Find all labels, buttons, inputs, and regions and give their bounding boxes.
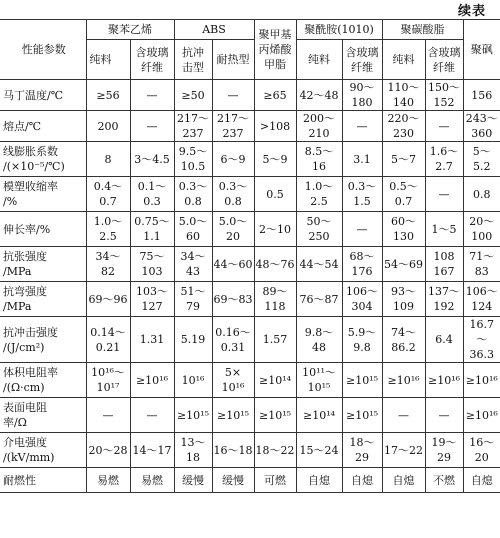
- row-label: 线膨胀系数 /(×10⁻⁵/℃): [0, 142, 86, 177]
- table-cell: —: [130, 111, 174, 142]
- table-cell: 9.8～ 48: [296, 317, 342, 363]
- table-cell: —: [212, 80, 254, 111]
- table-cell: 1.57: [254, 317, 296, 363]
- table-cell: —: [86, 398, 130, 433]
- table-cell: 19～29: [425, 433, 463, 468]
- table-cell: ≥10¹⁶: [463, 363, 500, 398]
- table-cell: 243～ 360: [463, 111, 500, 142]
- table-cell: ≥10¹⁶: [130, 363, 174, 398]
- table-cell: —: [382, 398, 425, 433]
- table-cell: 76～87: [296, 282, 342, 317]
- header-polysulfone: 聚砜: [463, 20, 500, 80]
- table-row: [0, 177, 500, 212]
- row-label: 伸长率/%: [0, 212, 86, 247]
- table-cell: 自熄: [463, 468, 500, 493]
- table-cell: 0.3～ 0.8: [174, 177, 212, 212]
- table-cell: ≥50: [174, 80, 212, 111]
- table-cell: 106～ 124: [463, 282, 500, 317]
- table-cell: ≥10¹⁶: [382, 363, 425, 398]
- row-label: 马丁温度/℃: [0, 80, 86, 111]
- table-cell: 0.3～ 1.5: [342, 177, 382, 212]
- table-cell: 16.7～ 36.3: [463, 317, 500, 363]
- table-cell: —: [342, 111, 382, 142]
- table-cell: 易燃: [130, 468, 174, 493]
- table-cell: 5.0～ 20: [212, 212, 254, 247]
- table-cell: ≥10¹⁵: [254, 398, 296, 433]
- table-cell: 0.4～ 0.7: [86, 177, 130, 212]
- header-sub: 含玻璃 纤维: [425, 40, 463, 80]
- table-row: [0, 282, 500, 317]
- table-cell: 缓慢: [174, 468, 212, 493]
- table-cell: 9.5～ 10.5: [174, 142, 212, 177]
- table-cell: 69～96: [86, 282, 130, 317]
- table-cell: 5～9: [254, 142, 296, 177]
- table-cell: ≥10¹⁴: [254, 363, 296, 398]
- table-cell: 71～83: [463, 247, 500, 282]
- table-cell: 44～54: [296, 247, 342, 282]
- table-cell: 34～ 82: [86, 247, 130, 282]
- table-cell: 1.0～ 2.5: [296, 177, 342, 212]
- row-label: 模塑收缩率 /%: [0, 177, 86, 212]
- header-sub: 纯料: [296, 40, 342, 80]
- table-cell: 75～ 103: [130, 247, 174, 282]
- row-label: 体积电阻率 /(Ω·cm): [0, 363, 86, 398]
- table-cell: 10¹⁶～ 10¹⁷: [86, 363, 130, 398]
- header-pmma: 聚甲基 丙烯酸 甲脂: [254, 20, 296, 80]
- table-cell: 0.3～ 0.8: [212, 177, 254, 212]
- table-cell: 1.0～ 2.5: [86, 212, 130, 247]
- table-cell: 1.31: [130, 317, 174, 363]
- header-row-groups: [0, 20, 500, 40]
- table-cell: 217～ 237: [174, 111, 212, 142]
- table-cell: 90～ 180: [342, 80, 382, 111]
- table-cell: ≥10¹⁴: [296, 398, 342, 433]
- table-cell: 5～ 5.2: [463, 142, 500, 177]
- table-cell: 17～22: [382, 433, 425, 468]
- table-cell: 69～83: [212, 282, 254, 317]
- table-cell: 可燃: [254, 468, 296, 493]
- table-cell: 0.5～ 0.7: [382, 177, 425, 212]
- table-row: [0, 363, 500, 398]
- table-cell: 自熄: [342, 468, 382, 493]
- table-cell: ≥10¹⁵: [212, 398, 254, 433]
- table-cell: 5.0～ 60: [174, 212, 212, 247]
- table-cell: 18～22: [254, 433, 296, 468]
- table-row: [0, 398, 500, 433]
- table-cell: 0.14～ 0.21: [86, 317, 130, 363]
- table-cell: 110～ 140: [382, 80, 425, 111]
- table-cell: 5.19: [174, 317, 212, 363]
- table-cell: 自熄: [296, 468, 342, 493]
- table-cell: 60～ 130: [382, 212, 425, 247]
- header-sub: 抗冲 击型: [174, 40, 212, 80]
- header-polystyrene: 聚苯乙烯: [86, 20, 174, 40]
- table-cell: 34～43: [174, 247, 212, 282]
- table-cell: 103～ 127: [130, 282, 174, 317]
- table-cell: 1～5: [425, 212, 463, 247]
- header-sub: 含玻璃 纤维: [342, 40, 382, 80]
- table-cell: 2～10: [254, 212, 296, 247]
- table-cell: 10¹¹～ 10¹⁵: [296, 363, 342, 398]
- row-label: 表面电阻 率/Ω: [0, 398, 86, 433]
- table-cell: ≥65: [254, 80, 296, 111]
- table-cell: 93～ 109: [382, 282, 425, 317]
- table-row: [0, 142, 500, 177]
- table-cell: 14～17: [130, 433, 174, 468]
- properties-table: [0, 19, 500, 493]
- table-cell: 缓慢: [212, 468, 254, 493]
- row-label: 抗张强度 /MPa: [0, 247, 86, 282]
- table-cell: 0.1～ 0.3: [130, 177, 174, 212]
- row-label: 熔点/℃: [0, 111, 86, 142]
- row-label: 介电强度 /(kV/mm): [0, 433, 86, 468]
- header-sub: 含玻璃 纤维: [130, 40, 174, 80]
- table-cell: —: [130, 80, 174, 111]
- table-cell: 200～ 210: [296, 111, 342, 142]
- table-cell: 44～60: [212, 247, 254, 282]
- table-row: [0, 433, 500, 468]
- table-cell: 10¹⁶: [174, 363, 212, 398]
- table-cell: 54～69: [382, 247, 425, 282]
- table-cell: 18～29: [342, 433, 382, 468]
- table-row: [0, 80, 500, 111]
- row-label: 抗弯强度 /MPa: [0, 282, 86, 317]
- table-cell: 74～ 86.2: [382, 317, 425, 363]
- table-cell: 5.9～ 9.8: [342, 317, 382, 363]
- table-cell: 13～18: [174, 433, 212, 468]
- properties-table-wrap: [0, 19, 500, 493]
- table-cell: 200: [86, 111, 130, 142]
- table-cell: 137～ 192: [425, 282, 463, 317]
- table-body: [0, 80, 500, 493]
- table-cell: >108: [254, 111, 296, 142]
- table-cell: 1.6～ 2.7: [425, 142, 463, 177]
- table-row: [0, 111, 500, 142]
- row-label: 抗冲击强度 /(J/cm²): [0, 317, 86, 363]
- table-cell: 156: [463, 80, 500, 111]
- table-cell: 易燃: [86, 468, 130, 493]
- table-caption: 续表: [457, 4, 486, 19]
- table-cell: —: [425, 398, 463, 433]
- table-cell: —: [130, 398, 174, 433]
- table-cell: 217～ 237: [212, 111, 254, 142]
- table-cell: 20～28: [86, 433, 130, 468]
- table-cell: 89～ 118: [254, 282, 296, 317]
- header-abs: ABS: [174, 20, 254, 40]
- table-cell: ≥10¹⁵: [342, 363, 382, 398]
- table-cell: ≥56: [86, 80, 130, 111]
- table-cell: 20～ 100: [463, 212, 500, 247]
- table-cell: 16～20: [463, 433, 500, 468]
- table-cell: 51～79: [174, 282, 212, 317]
- table-cell: 0.75～ 1.1: [130, 212, 174, 247]
- table-cell: 220～ 230: [382, 111, 425, 142]
- header-param: 性能参数: [0, 20, 86, 80]
- table-cell: ≥10¹⁶: [463, 398, 500, 433]
- table-cell: 48～76: [254, 247, 296, 282]
- table-cell: 自熄: [382, 468, 425, 493]
- row-label: 耐燃性: [0, 468, 86, 493]
- header-sub: 纯料: [86, 40, 130, 80]
- table-cell: 5× 10¹⁶: [212, 363, 254, 398]
- table-cell: 6.4: [425, 317, 463, 363]
- table-row: [0, 317, 500, 363]
- table-cell: 3～4.5: [130, 142, 174, 177]
- table-cell: 42～48: [296, 80, 342, 111]
- table-cell: ≥10¹⁵: [342, 398, 382, 433]
- table-cell: 0.16～ 0.31: [212, 317, 254, 363]
- table-cell: 68～ 176: [342, 247, 382, 282]
- table-cell: —: [342, 212, 382, 247]
- table-cell: ≥10¹⁶: [425, 363, 463, 398]
- table-cell: 6～9: [212, 142, 254, 177]
- table-row: [0, 468, 500, 493]
- header-sub: 纯料: [382, 40, 425, 80]
- table-cell: 50～ 250: [296, 212, 342, 247]
- table-cell: 不燃: [425, 468, 463, 493]
- header-polycarbonate: 聚碳酸脂: [382, 20, 463, 40]
- header-sub: 耐热型: [212, 40, 254, 80]
- table-cell: —: [425, 177, 463, 212]
- table-row: [0, 212, 500, 247]
- table-cell: 0.8: [463, 177, 500, 212]
- table-cell: ≥10¹⁵: [174, 398, 212, 433]
- table-cell: 106～ 304: [342, 282, 382, 317]
- table-cell: 16～18: [212, 433, 254, 468]
- table-cell: 15～24: [296, 433, 342, 468]
- table-cell: 150～ 152: [425, 80, 463, 111]
- table-cell: 5～7: [382, 142, 425, 177]
- header-pa1010: 聚酰胺(1010): [296, 20, 382, 40]
- table-cell: 0.5: [254, 177, 296, 212]
- table-cell: 8.5～ 16: [296, 142, 342, 177]
- table-cell: —: [425, 111, 463, 142]
- table-row: [0, 247, 500, 282]
- table-cell: 8: [86, 142, 130, 177]
- table-cell: 3.1: [342, 142, 382, 177]
- table-cell: 108 167: [425, 247, 463, 282]
